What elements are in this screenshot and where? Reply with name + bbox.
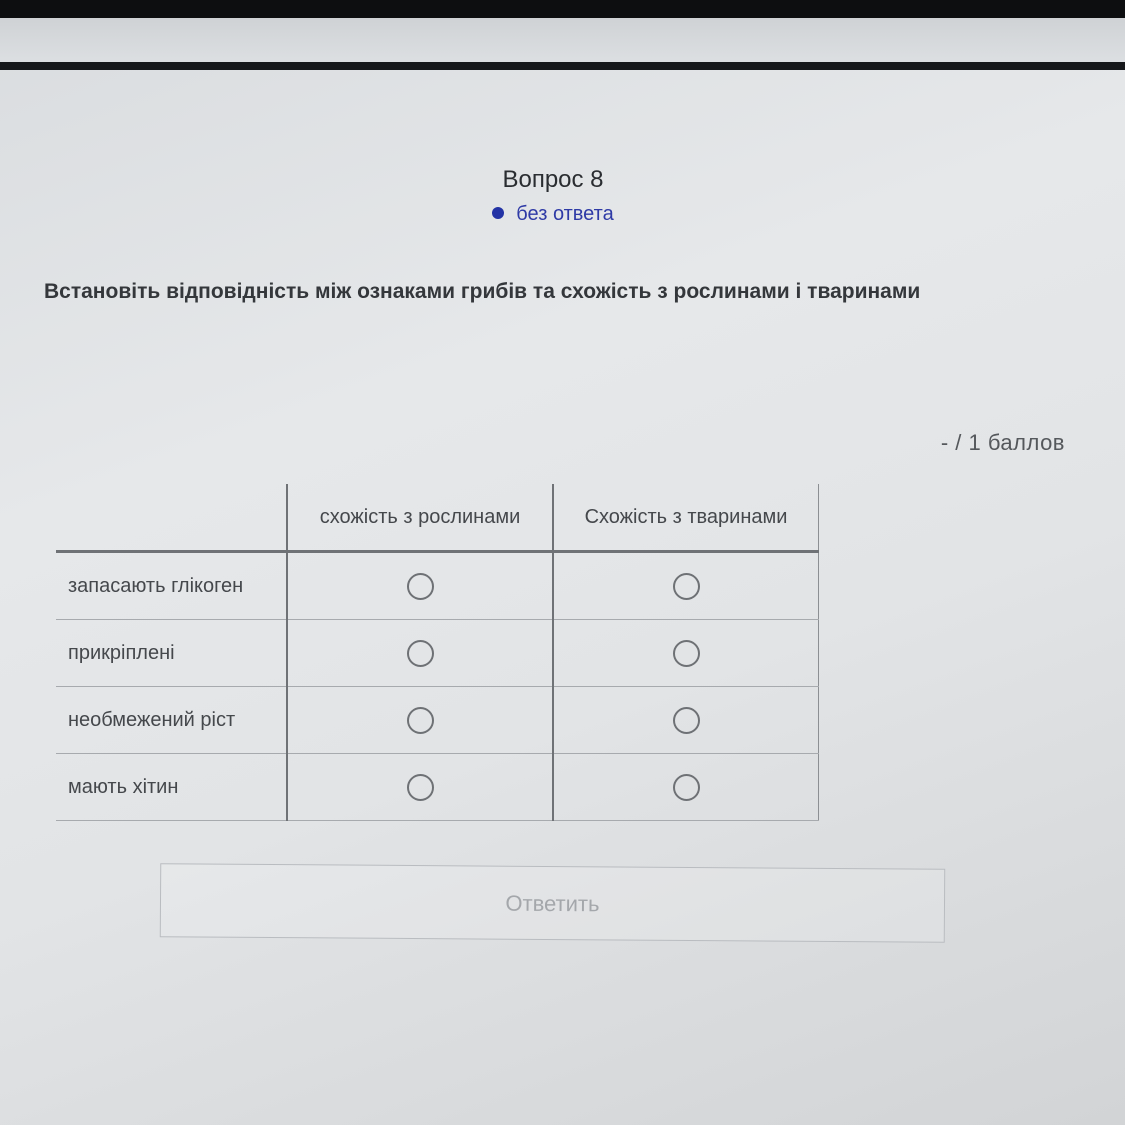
- question-number: Вопрос 8: [502, 166, 604, 193]
- table-row: [56, 754, 819, 821]
- matrix-header-row: [56, 484, 819, 552]
- radio-row4-plants[interactable]: [407, 774, 434, 801]
- status-label: без ответа: [516, 203, 614, 225]
- top-strip: [0, 18, 1125, 62]
- radio-row2-plants[interactable]: [407, 640, 434, 667]
- table-row: [56, 552, 819, 620]
- radio-row4-animals[interactable]: [673, 774, 700, 801]
- matrix-cell: [287, 754, 553, 821]
- status-dot-icon: [492, 207, 504, 219]
- table-row: [56, 620, 819, 687]
- radio-row2-animals[interactable]: [673, 640, 700, 667]
- matrix-cell: [553, 687, 819, 754]
- score-label: - / 1 баллов: [940, 430, 1065, 455]
- row-label: необмежений ріст: [56, 687, 287, 754]
- matrix-cell: [287, 620, 553, 687]
- question-header: [0, 164, 1106, 228]
- radio-row3-animals[interactable]: [673, 707, 700, 734]
- column-header-plants: схожість з рослинами: [287, 484, 553, 552]
- submit-answer-button[interactable]: Ответить: [160, 863, 945, 942]
- question-status: [0, 200, 1106, 228]
- radio-row1-animals[interactable]: [673, 573, 700, 600]
- matching-matrix: [56, 484, 819, 821]
- column-header-animals: Схожість з тваринами: [553, 484, 819, 552]
- matrix-cell: [553, 620, 819, 687]
- radio-row3-plants[interactable]: [407, 707, 434, 734]
- question-text: Встановіть відповідність між ознаками грибів та схожість з рослинами і тваринами: [44, 280, 921, 303]
- matrix-cell: [553, 754, 819, 821]
- radio-row1-plants[interactable]: [407, 573, 434, 600]
- monitor-bezel: [0, 0, 1125, 18]
- row-label: запасають глікоген: [56, 552, 287, 620]
- row-label: мають хітин: [56, 754, 287, 821]
- header-divider: [0, 62, 1125, 70]
- matrix-cell: [553, 552, 819, 620]
- matrix-cell: [287, 552, 553, 620]
- row-label: прикріплені: [56, 620, 287, 687]
- matrix-corner: [56, 484, 287, 552]
- matrix-cell: [287, 687, 553, 754]
- table-row: [56, 687, 819, 754]
